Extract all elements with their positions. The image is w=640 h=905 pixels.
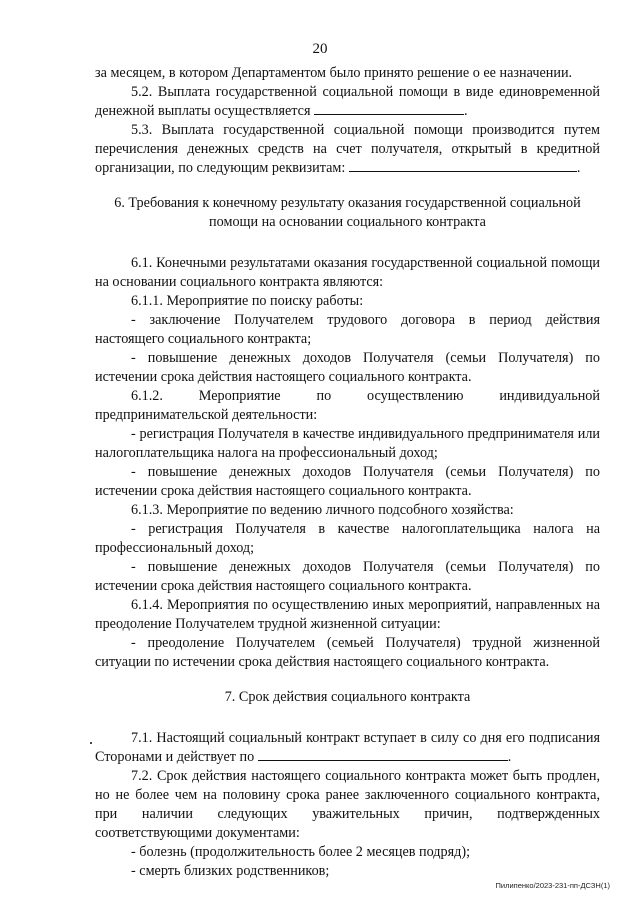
paragraph-7-2: 7.2. Срок действия настоящего социального контракта может быть продлен, но не более чем на половину срока ранее заключенного социального контракта, при наличии следующих уважительных причин, подтвержденных соответствующими документами: bbox=[95, 768, 600, 841]
paragraph-5-2: 5.2. Выплата государственной социальной помощи в виде единовременной денежной выплаты осуществляется . bbox=[95, 84, 600, 119]
paragraph-7-2-a: - болезнь (продолжительность более 2 месяцев подряд); bbox=[131, 844, 471, 860]
paragraph-6-1: 6.1. Конечными результатами оказания государственной социальной помощи на основании социального контракта являются: bbox=[95, 255, 600, 290]
paragraph-6-1-2-b: - повышение денежных доходов Получателя (семьи Получателя) по истечении срока действия настоящего социального контракта. bbox=[95, 464, 600, 499]
page-number: 20 bbox=[312, 41, 328, 57]
section-heading-7: 7. Срок действия социального контракта bbox=[224, 689, 471, 705]
paragraph-6-1-2: 6.1.2. Мероприятие по осуществлению индивидуальной предпринимательской деятельности: bbox=[95, 388, 600, 423]
paragraph-6-1-1-a: - заключение Получателем трудового договора в период действия настоящего социального контракта; bbox=[95, 312, 600, 347]
paragraph-6-1-1-b: - повышение денежных доходов Получателя (семьи Получателя) по истечении срока действия настоящего социального контракта. bbox=[95, 350, 600, 385]
paragraph-5-3: 5.3. Выплата государственной социальной помощи производится путем перечисления денежных средств на счет получателя, открытый в кредитной организации, по следующим реквизитам: . bbox=[95, 122, 600, 176]
paragraph-6-1-3: 6.1.3. Мероприятие по ведению личного подсобного хозяйства: bbox=[131, 502, 514, 518]
section-heading-6: 6. Требования к конечному результату оказания государственной социальной помощи на основании социального контракта bbox=[114, 195, 581, 230]
paragraph-6-1-1: 6.1.1. Мероприятие по поиску работы: bbox=[131, 293, 364, 309]
paragraph-6-1-4: 6.1.4. Мероприятия по осуществлению иных мероприятий, направленных на преодоление Получателем трудной жизненной ситуации: bbox=[95, 597, 600, 632]
document-body bbox=[95, 64, 600, 881]
scan-speck bbox=[90, 742, 92, 744]
blank-line bbox=[258, 748, 508, 761]
paragraph-6-1-3-b: - повышение денежных доходов Получателя (семьи Получателя) по истечении срока действия настоящего социального контракта. bbox=[95, 559, 600, 594]
paragraph-7-1: 7.1. Настоящий социальный контракт вступает в силу со дня его подписания Сторонами и действует по . bbox=[95, 730, 600, 765]
blank-line bbox=[314, 102, 464, 115]
blank-line bbox=[349, 159, 577, 172]
paragraph-6-1-4-a: - преодоление Получателем (семьей Получателя) трудной жизненной ситуации по истечении срока действия настоящего социального контракта. bbox=[95, 635, 600, 670]
footer-code: Пилипенко/2023-231-пп-ДСЗН(1) bbox=[495, 881, 610, 890]
paragraph-7-2-b: - смерть близких родственников; bbox=[131, 863, 330, 879]
paragraph-6-1-3-a: - регистрация Получателя в качестве налогоплательщика налога на профессиональный доход; bbox=[95, 521, 600, 556]
paragraph-6-1-2-a: - регистрация Получателя в качестве индивидуального предпринимателя или налогоплательщика налога на профессиональный доход; bbox=[95, 426, 600, 461]
paragraph-5-1-tail: за месяцем, в котором Департаментом было принято решение о ее назначении. bbox=[95, 65, 573, 81]
